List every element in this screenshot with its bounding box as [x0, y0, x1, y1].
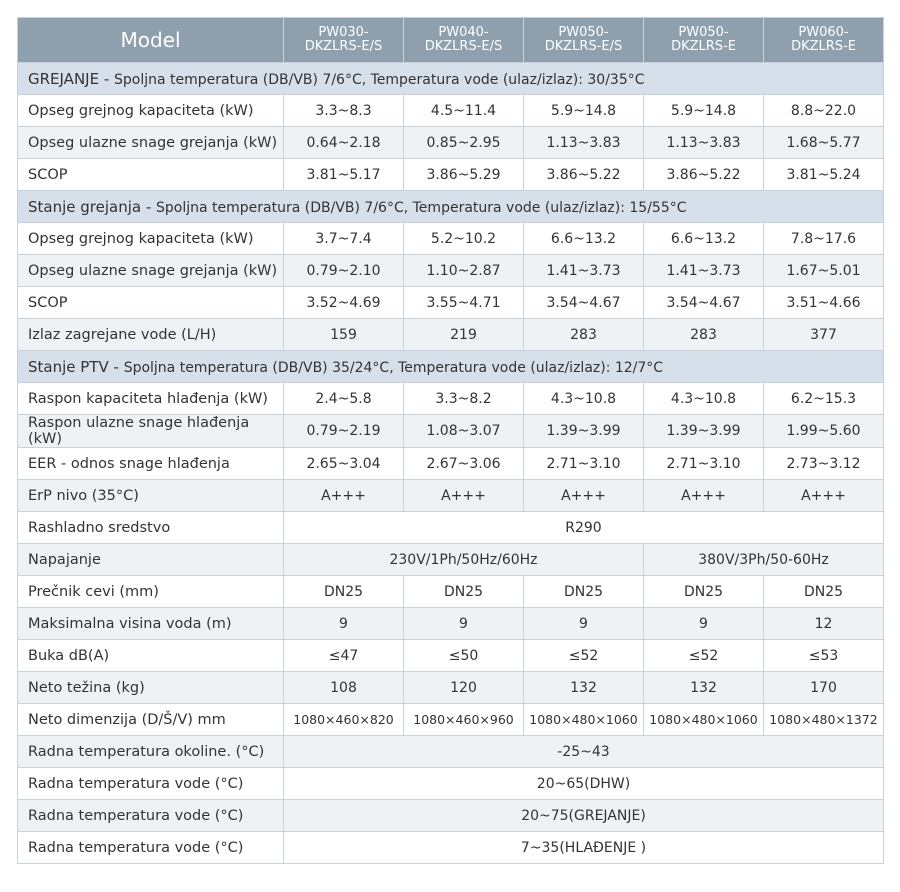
cell-value: 120: [404, 672, 524, 704]
table-row: [18, 383, 884, 415]
row-label: Neto dimenzija (D/Š/V) mm: [18, 704, 284, 736]
table-row: [18, 640, 884, 672]
cell-value: 1.13~3.83: [524, 127, 644, 159]
row-label: Opseg grejnog kapaciteta (kW): [18, 223, 284, 255]
row-label: Opseg ulazne snage grejanja (kW): [18, 127, 284, 159]
cell-value: ≤53: [764, 640, 884, 672]
cell-value: 3.7~7.4: [284, 223, 404, 255]
cell-value: 0.79~2.10: [284, 255, 404, 287]
cell-value: 283: [524, 319, 644, 351]
cell-value: 3.51~4.66: [764, 287, 884, 319]
row-label: EER - odnos snage hlađenja: [18, 448, 284, 480]
cell-value: 6.6~13.2: [644, 223, 764, 255]
cell-value: DN25: [524, 576, 644, 608]
table-row: [18, 512, 884, 544]
model-column-header: PW030- DKZLRS-E/S: [284, 18, 404, 63]
row-label: Radna temperatura vode (°C): [18, 832, 284, 864]
merged-cell-value: 230V/1Ph/50Hz/60Hz: [284, 544, 644, 576]
row-label: Izlaz zagrejane vode (L/H): [18, 319, 284, 351]
cell-value: 4.5~11.4: [404, 95, 524, 127]
table-row: [18, 223, 884, 255]
section-header: [18, 63, 884, 95]
table-row: [18, 832, 884, 864]
row-label: Rashladno sredstvo: [18, 512, 284, 544]
cell-value: 1.10~2.87: [404, 255, 524, 287]
cell-value: 1.99~5.60: [764, 415, 884, 448]
merged-cell-value: 20~75(GREJANJE): [284, 800, 884, 832]
section-title: Stanje PTV - Spoljna temperatura (DB/VB) 35/24°C, Temperatura vode (ulaz/izlaz): 12/7°C: [18, 351, 884, 383]
cell-value: 1.13~3.83: [644, 127, 764, 159]
cell-value: ≤52: [524, 640, 644, 672]
cell-value: 6.2~15.3: [764, 383, 884, 415]
cell-value: 283: [644, 319, 764, 351]
cell-value: 219: [404, 319, 524, 351]
row-label: Raspon ulazne snage hlađenja (kW): [18, 415, 284, 448]
cell-value: 1080×480×1060: [524, 704, 644, 736]
merged-cell-value: 7~35(HLAĐENJE ): [284, 832, 884, 864]
cell-value: DN25: [284, 576, 404, 608]
cell-value: 1.39~3.99: [644, 415, 764, 448]
cell-value: A+++: [284, 480, 404, 512]
merged-cell-value: -25~43: [284, 736, 884, 768]
table-row: [18, 544, 884, 576]
row-label: Maksimalna visina voda (m): [18, 608, 284, 640]
cell-value: 132: [524, 672, 644, 704]
cell-value: DN25: [404, 576, 524, 608]
cell-value: 3.54~4.67: [644, 287, 764, 319]
cell-value: DN25: [764, 576, 884, 608]
cell-value: 5.2~10.2: [404, 223, 524, 255]
table-row: [18, 415, 884, 448]
table-row: [18, 480, 884, 512]
model-column-header: PW060- DKZLRS-E: [764, 18, 884, 63]
table-row: [18, 127, 884, 159]
cell-value: 1080×480×1372: [764, 704, 884, 736]
cell-value: 9: [284, 608, 404, 640]
row-label: Radna temperatura vode (°C): [18, 768, 284, 800]
cell-value: 12: [764, 608, 884, 640]
cell-value: 1080×480×1060: [644, 704, 764, 736]
cell-value: 0.85~2.95: [404, 127, 524, 159]
cell-value: 159: [284, 319, 404, 351]
cell-value: 5.9~14.8: [644, 95, 764, 127]
cell-value: 1080×460×960: [404, 704, 524, 736]
cell-value: 1.68~5.77: [764, 127, 884, 159]
merged-cell-value: R290: [284, 512, 884, 544]
section-header: [18, 351, 884, 383]
row-label: ErP nivo (35°C): [18, 480, 284, 512]
model-column-header: PW050- DKZLRS-E: [644, 18, 764, 63]
cell-value: ≤50: [404, 640, 524, 672]
cell-value: 2.73~3.12: [764, 448, 884, 480]
cell-value: 1.41~3.73: [644, 255, 764, 287]
cell-value: 1080×460×820: [284, 704, 404, 736]
table-row: [18, 448, 884, 480]
cell-value: 6.6~13.2: [524, 223, 644, 255]
cell-value: 3.54~4.67: [524, 287, 644, 319]
cell-value: 8.8~22.0: [764, 95, 884, 127]
cell-value: 3.52~4.69: [284, 287, 404, 319]
cell-value: 0.79~2.19: [284, 415, 404, 448]
cell-value: 2.4~5.8: [284, 383, 404, 415]
cell-value: 132: [644, 672, 764, 704]
cell-value: 3.81~5.17: [284, 159, 404, 191]
table-row: [18, 768, 884, 800]
row-label: SCOP: [18, 159, 284, 191]
row-label: Radna temperatura okoline. (°C): [18, 736, 284, 768]
cell-value: 1.08~3.07: [404, 415, 524, 448]
table-row: [18, 576, 884, 608]
cell-value: 2.65~3.04: [284, 448, 404, 480]
row-label: Raspon kapaciteta hlađenja (kW): [18, 383, 284, 415]
cell-value: 1.39~3.99: [524, 415, 644, 448]
table-row: [18, 704, 884, 736]
row-label: Radna temperatura vode (°C): [18, 800, 284, 832]
cell-value: 2.71~3.10: [524, 448, 644, 480]
table-row: [18, 800, 884, 832]
cell-value: 3.55~4.71: [404, 287, 524, 319]
spec-table: [17, 17, 884, 864]
table-row: [18, 319, 884, 351]
row-label: Opseg grejnog kapaciteta (kW): [18, 95, 284, 127]
row-label: Napajanje: [18, 544, 284, 576]
cell-value: 3.81~5.24: [764, 159, 884, 191]
row-label: Opseg ulazne snage grejanja (kW): [18, 255, 284, 287]
cell-value: 2.71~3.10: [644, 448, 764, 480]
table-row: [18, 736, 884, 768]
cell-value: 3.86~5.29: [404, 159, 524, 191]
cell-value: 3.3~8.2: [404, 383, 524, 415]
row-label: Neto težina (kg): [18, 672, 284, 704]
section-title: GREJANJE - Spoljna temperatura (DB/VB) 7/6°C, Temperatura vode (ulaz/izlaz): 30/35°C: [18, 63, 884, 95]
cell-value: 9: [644, 608, 764, 640]
table-row: [18, 672, 884, 704]
cell-value: 9: [404, 608, 524, 640]
cell-value: 4.3~10.8: [644, 383, 764, 415]
cell-value: 9: [524, 608, 644, 640]
cell-value: A+++: [644, 480, 764, 512]
table-row: [18, 95, 884, 127]
cell-value: A+++: [404, 480, 524, 512]
model-column-header: PW050- DKZLRS-E/S: [524, 18, 644, 63]
row-label: Buka dB(A): [18, 640, 284, 672]
table-row: [18, 608, 884, 640]
cell-value: A+++: [764, 480, 884, 512]
cell-value: 4.3~10.8: [524, 383, 644, 415]
spec-table-wrapper: [17, 17, 883, 864]
cell-value: A+++: [524, 480, 644, 512]
cell-value: 1.41~3.73: [524, 255, 644, 287]
cell-value: 7.8~17.6: [764, 223, 884, 255]
cell-value: 108: [284, 672, 404, 704]
cell-value: ≤47: [284, 640, 404, 672]
table-row: [18, 255, 884, 287]
row-label: Prečnik cevi (mm): [18, 576, 284, 608]
merged-cell-value: 20~65(DHW): [284, 768, 884, 800]
cell-value: 2.67~3.06: [404, 448, 524, 480]
cell-value: 170: [764, 672, 884, 704]
cell-value: 3.86~5.22: [524, 159, 644, 191]
cell-value: DN25: [644, 576, 764, 608]
table-row: [18, 159, 884, 191]
merged-cell-value: 380V/3Ph/50-60Hz: [644, 544, 884, 576]
cell-value: 3.3~8.3: [284, 95, 404, 127]
row-label: SCOP: [18, 287, 284, 319]
cell-value: 1.67~5.01: [764, 255, 884, 287]
cell-value: 5.9~14.8: [524, 95, 644, 127]
cell-value: 0.64~2.18: [284, 127, 404, 159]
table-row: [18, 287, 884, 319]
section-title: Stanje grejanja - Spoljna temperatura (DB/VB) 7/6°C, Temperatura vode (ulaz/izlaz): 15/55°C: [18, 191, 884, 223]
section-header: [18, 191, 884, 223]
model-column-header: PW040- DKZLRS-E/S: [404, 18, 524, 63]
cell-value: 3.86~5.22: [644, 159, 764, 191]
cell-value: ≤52: [644, 640, 764, 672]
model-header: Model: [18, 18, 284, 63]
cell-value: 377: [764, 319, 884, 351]
header-row: [18, 18, 884, 63]
